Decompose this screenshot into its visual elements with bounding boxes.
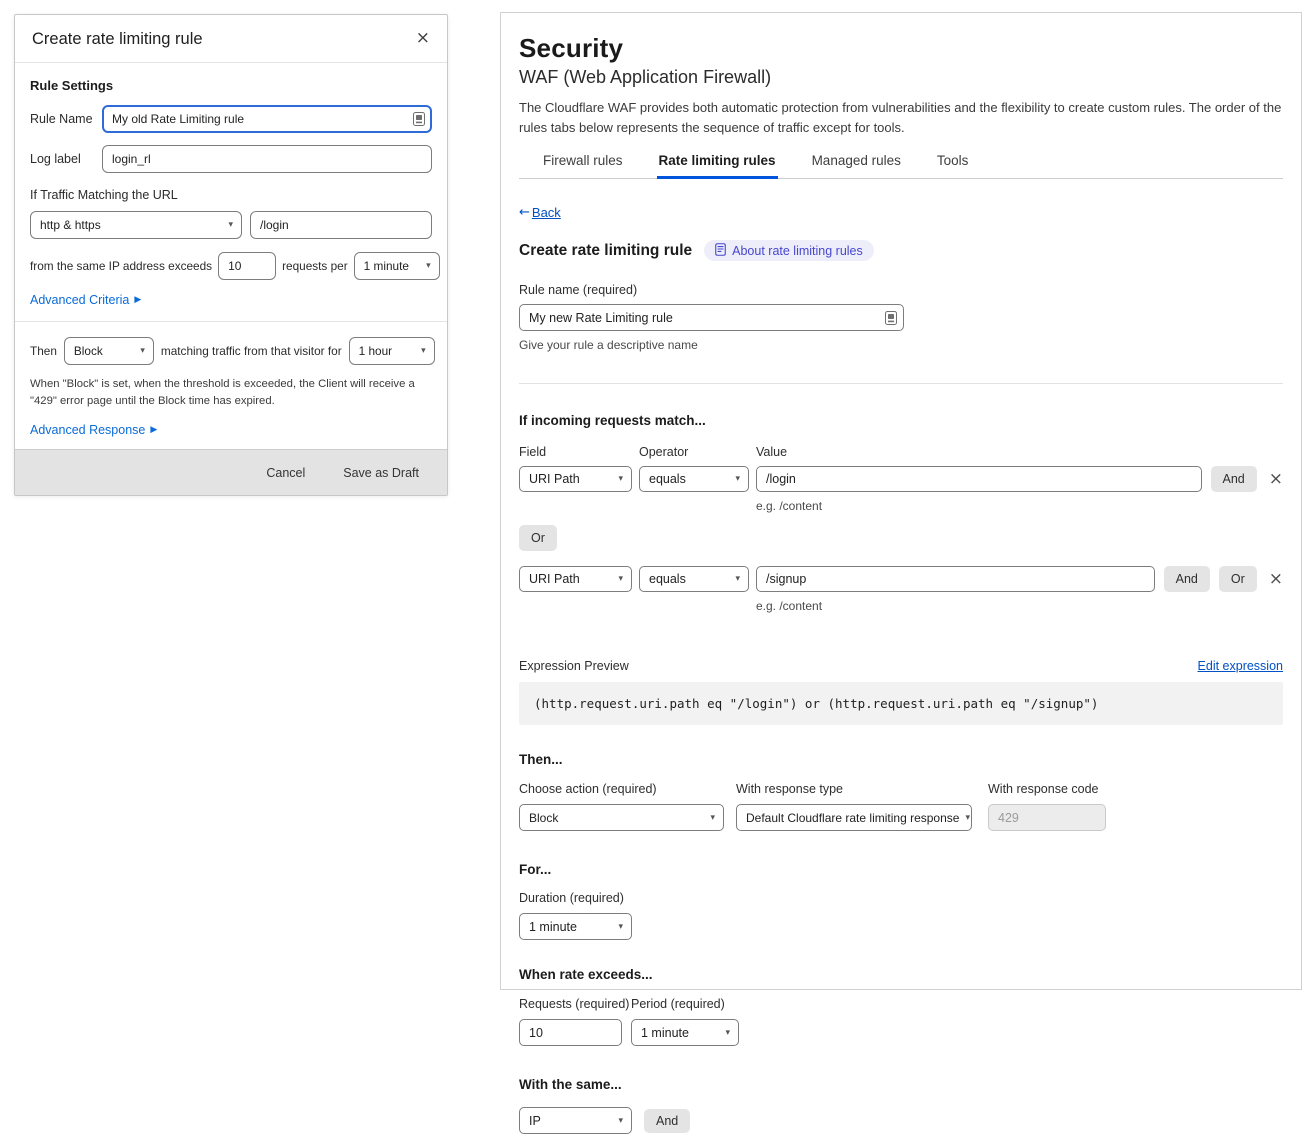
dialog-body xyxy=(15,63,447,493)
remove-row-icon[interactable]: × xyxy=(1268,569,1283,589)
caret-down-icon: ▾ xyxy=(735,474,740,484)
operator-column-label: Operator xyxy=(639,445,689,459)
then-label: Then xyxy=(30,344,57,358)
caret-down-icon: ▾ xyxy=(965,812,970,823)
value-helper: e.g. /content xyxy=(756,499,823,513)
log-label-row xyxy=(30,145,432,173)
or-button[interactable]: Or xyxy=(1219,566,1257,592)
action-select[interactable]: Block ▾ xyxy=(519,804,724,831)
url-match-row xyxy=(30,211,432,239)
url-input[interactable] xyxy=(250,211,432,239)
rule-name-input[interactable] xyxy=(519,304,904,331)
caret-down-icon: ▾ xyxy=(710,812,715,823)
caret-down-icon: ▾ xyxy=(421,346,426,356)
period-select[interactable]: 1 minute ▾ xyxy=(354,252,440,280)
caret-down-icon: ▾ xyxy=(618,574,623,584)
rule-name-row xyxy=(30,105,432,133)
characteristic-select[interactable]: IP ▾ xyxy=(519,1107,632,1134)
arrow-left-icon: ← xyxy=(519,205,530,220)
response-code-input xyxy=(988,804,1106,831)
caret-down-icon: ▾ xyxy=(140,346,145,356)
response-type-label: With response type xyxy=(736,782,843,796)
requests-input[interactable] xyxy=(218,252,276,280)
with-same-heading: With the same... xyxy=(519,1077,622,1092)
caret-down-icon: ▾ xyxy=(725,1027,730,1038)
create-rate-limiting-rule-dialog xyxy=(14,14,448,496)
rule-settings-heading: Rule Settings xyxy=(30,78,114,93)
rule-name-label: Rule name (required) xyxy=(519,283,638,297)
autofill-icon xyxy=(413,112,425,126)
value-input[interactable] xyxy=(756,466,1202,492)
edit-expression-link[interactable]: Edit expression xyxy=(1197,659,1283,673)
log-label-label: Log label xyxy=(30,152,81,166)
then-suffix-text: matching traffic from that visitor for xyxy=(160,344,342,358)
tab-managed-rules[interactable]: Managed rules xyxy=(811,153,901,168)
caret-down-icon: ▾ xyxy=(618,474,623,484)
threshold-prefix-text: from the same IP address exceeds xyxy=(30,259,213,273)
page-title: Security xyxy=(519,33,624,63)
tab-firewall-rules[interactable]: Firewall rules xyxy=(543,153,623,168)
security-waf-panel xyxy=(500,12,1302,1128)
duration-select[interactable]: 1 minute ▾ xyxy=(519,913,632,940)
field-column-label: Field xyxy=(519,445,547,459)
match-row xyxy=(519,566,1283,613)
log-label-input[interactable] xyxy=(102,145,432,173)
period-select[interactable]: 1 minute ▾ xyxy=(631,1019,739,1046)
back-link[interactable]: ← Back xyxy=(519,205,561,220)
advanced-criteria-link[interactable]: Advanced Criteria ▶ xyxy=(30,293,142,307)
operator-select[interactable]: equals ▾ xyxy=(639,566,749,592)
caret-down-icon: ▾ xyxy=(618,921,623,932)
then-heading: Then... xyxy=(519,752,563,767)
and-button[interactable]: And xyxy=(644,1109,690,1133)
for-heading: For... xyxy=(519,862,552,877)
save-as-draft-button[interactable]: Save as Draft xyxy=(343,465,419,480)
dialog-footer xyxy=(15,449,447,495)
rate-exceeds-heading: When rate exceeds... xyxy=(519,967,653,982)
field-select[interactable]: URI Path ▾ xyxy=(519,466,632,492)
period-label: Period (required) xyxy=(631,997,725,1011)
tab-rate-limiting-rules[interactable]: Rate limiting rules xyxy=(657,153,778,178)
requests-label: Requests (required) xyxy=(519,997,630,1011)
value-helper: e.g. /content xyxy=(756,599,823,613)
divider xyxy=(519,383,1283,384)
duration-label: Duration (required) xyxy=(519,891,624,905)
block-note-text: When "Block" is set, when the threshold is exceeded, the Client will receive a "429" error page until the Block time has expired. xyxy=(30,378,415,407)
rule-name-label: Rule Name xyxy=(30,112,93,126)
expression-preview-label: Expression Preview xyxy=(519,659,629,673)
operator-select[interactable]: equals ▾ xyxy=(639,466,749,492)
rule-name-helper: Give your rule a descriptive name xyxy=(519,338,698,352)
waf-tabs xyxy=(519,153,1283,179)
scheme-select[interactable]: http & https ▾ xyxy=(30,211,242,239)
autofill-icon xyxy=(885,311,897,325)
requests-input[interactable] xyxy=(519,1019,622,1046)
field-select[interactable]: URI Path ▾ xyxy=(519,566,632,592)
threshold-suffix-text: requests per xyxy=(282,259,348,273)
caret-down-icon: ▾ xyxy=(426,261,431,271)
traffic-matching-heading: If Traffic Matching the URL xyxy=(30,188,178,202)
and-button[interactable]: And xyxy=(1164,566,1210,592)
caret-right-icon: ▶ xyxy=(150,424,158,435)
dialog-title: Create rate limiting rule xyxy=(32,30,203,48)
cancel-button[interactable]: Cancel xyxy=(266,465,306,480)
caret-down-icon: ▾ xyxy=(735,574,740,584)
about-rate-limiting-rules-badge[interactable]: About rate limiting rules xyxy=(704,240,874,261)
expression-preview-code: (http.request.uri.path eq "/login") or (http.request.uri.path eq "/signup") xyxy=(519,682,1283,725)
dialog-header xyxy=(15,15,447,63)
close-icon[interactable]: × xyxy=(415,28,430,48)
threshold-row xyxy=(30,252,432,280)
block-duration-select[interactable]: 1 hour ▾ xyxy=(349,337,435,365)
then-row xyxy=(30,337,432,365)
response-type-select[interactable]: Default Cloudflare rate limiting response ▾ xyxy=(736,804,972,831)
advanced-response-link[interactable]: Advanced Response ▶ xyxy=(30,422,158,437)
and-button[interactable]: And xyxy=(1211,466,1257,492)
incoming-requests-heading: If incoming requests match... xyxy=(519,413,706,428)
page-description: The Cloudflare WAF provides both automatic protection from vulnerabilities and the flexibility to create custom rules. The order of the rules tabs below represents the sequence of traffic except for tools. xyxy=(519,100,1282,135)
value-input[interactable] xyxy=(756,566,1155,592)
divider xyxy=(15,321,447,322)
match-row xyxy=(519,466,1283,513)
caret-right-icon: ▶ xyxy=(134,295,142,305)
response-code-label: With response code xyxy=(988,782,1099,796)
or-button[interactable]: Or xyxy=(519,525,557,551)
caret-down-icon: ▾ xyxy=(228,220,233,230)
action-select[interactable]: Block ▾ xyxy=(64,337,154,365)
remove-row-icon[interactable]: × xyxy=(1268,469,1283,489)
rule-name-input[interactable] xyxy=(102,105,432,133)
choose-action-label: Choose action (required) xyxy=(519,782,657,796)
doc-icon xyxy=(715,243,726,259)
form-title: Create rate limiting rule xyxy=(519,241,693,259)
tab-tools[interactable]: Tools xyxy=(936,153,969,168)
value-column-label: Value xyxy=(756,445,788,459)
caret-down-icon: ▾ xyxy=(618,1115,623,1126)
page-subtitle: WAF (Web Application Firewall) xyxy=(519,67,772,87)
